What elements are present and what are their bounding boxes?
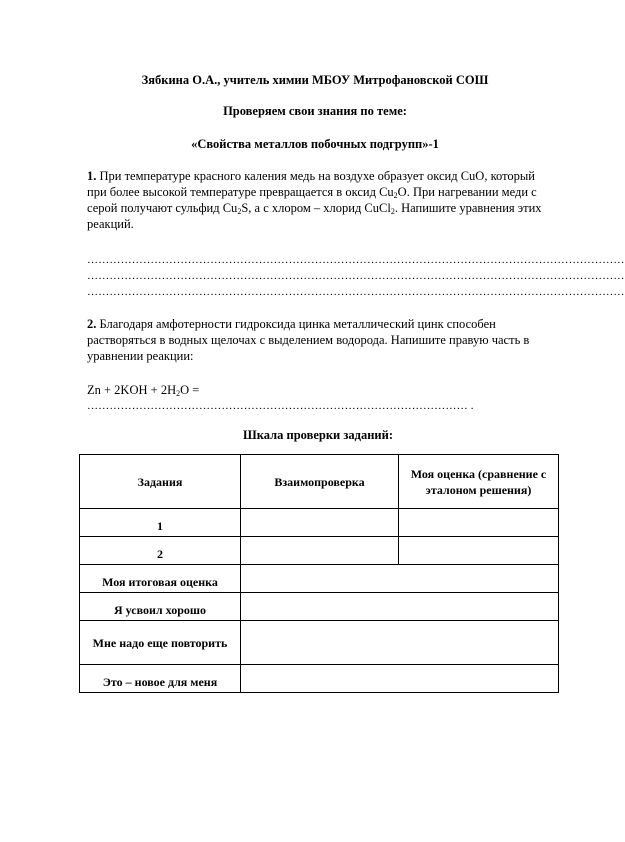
equation: $Zn + 2KOH + 2H_2O$ =	[87, 383, 200, 398]
answer-line-3: ………………………………………………………………………………………………………………………………	[87, 286, 625, 298]
table-row	[80, 537, 559, 565]
task-cell: 1	[80, 509, 241, 537]
summary-label: Это – новое для меня	[80, 665, 241, 693]
col-header-peer-check: Взаимопроверка	[241, 455, 399, 509]
peer-check-cell[interactable]	[241, 509, 399, 537]
subtitle: Проверяем свои знания по теме:	[223, 104, 407, 118]
summary-row	[80, 665, 559, 693]
scale-title: Шкала проверки заданий:	[243, 428, 393, 442]
summary-label: Я усвоил хорошо	[80, 593, 241, 621]
task-cell: 2	[80, 537, 241, 565]
grading-table	[79, 454, 559, 693]
summary-cell[interactable]	[241, 565, 559, 593]
peer-check-cell[interactable]	[241, 537, 399, 565]
summary-row	[80, 621, 559, 665]
task-1-number: 1.	[87, 169, 97, 183]
summary-row	[80, 565, 559, 593]
summary-row	[80, 593, 559, 621]
table-row	[80, 509, 559, 537]
summary-label: Моя итоговая оценка	[80, 565, 241, 593]
answer-line-1: ………………………………………………………………………………………………………………………………	[87, 254, 625, 266]
summary-cell[interactable]	[241, 621, 559, 665]
topic-title: «Свойства металлов побочных подгрупп»-1	[191, 137, 439, 151]
col-header-tasks: Задания	[80, 455, 241, 509]
table-header-row	[80, 455, 559, 509]
self-grade-cell[interactable]	[399, 509, 559, 537]
author-line: Зябкина О.А., учитель химии МБОУ Митрофановской СОШ	[141, 73, 489, 87]
task-2-text: 2. Благодаря амфотерности гидроксида цинка металлический цинк способен растворяться в водных щелочах с выделением водорода. Напишите правую часть в уравнении реакции:	[87, 317, 530, 363]
self-grade-cell[interactable]	[399, 537, 559, 565]
summary-cell[interactable]	[241, 665, 559, 693]
col-header-self-grade: Моя оценка (сравнение с эталоном решения)	[399, 455, 559, 509]
equation-answer-line: ………………………………………………………………………………………… .	[87, 400, 474, 412]
task-2-number: 2.	[87, 317, 97, 331]
task-1-text: 1. При температуре красного каления медь на воздухе образует оксид CuO, который при более высокой температуре превращается в оксид $Cu_2O$. При нагревании меди с серой получают сульфид $Cu_2S$, а с хлором – хлорид CuCl$_2$. Напишите уравнения этих реакций.	[87, 169, 542, 231]
summary-label: Мне надо еще повторить	[80, 621, 241, 665]
answer-line-2: ………………………………………………………………………………………………………………………………	[87, 270, 625, 282]
summary-cell[interactable]	[241, 593, 559, 621]
